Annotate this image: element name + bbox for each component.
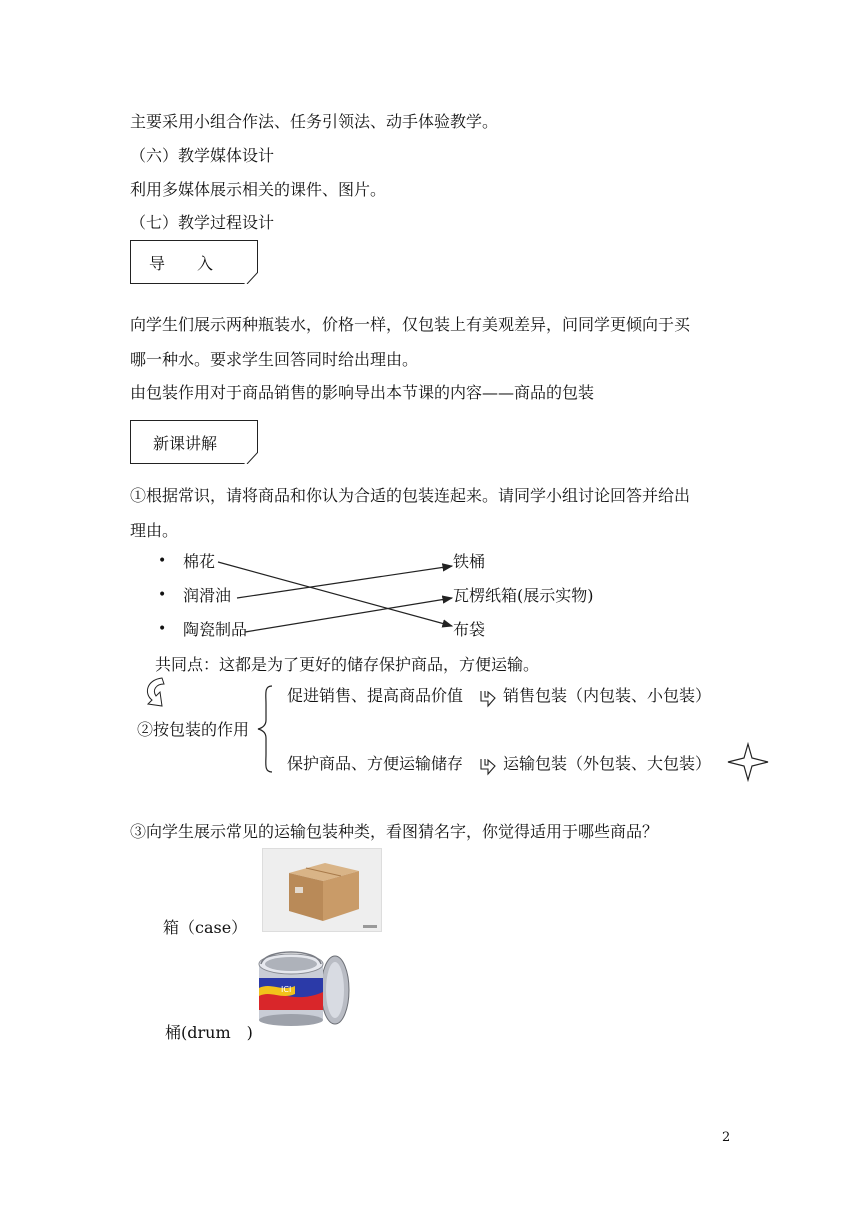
- brace-icon: [256, 684, 276, 774]
- cardboard-box-image: [262, 848, 382, 932]
- arrow-lubricant-to-drum: [237, 566, 452, 598]
- paragraph-topic: 由包装作用对于商品销售的影响导出本节课的内容——商品的包装: [130, 383, 595, 402]
- goods-lubricant: 润滑油: [183, 586, 232, 605]
- pack-cloth-bag: 布袋: [453, 620, 486, 639]
- line-media: 利用多媒体展示相关的课件、图片。: [130, 180, 387, 199]
- branch2-right: 运输包装（外包装、大包装）: [503, 754, 712, 773]
- pack-corrugated-box: 瓦楞纸箱(展示实物): [453, 586, 594, 605]
- bullet: •: [158, 621, 167, 637]
- bullet: •: [158, 553, 167, 569]
- task1-line2: 理由。: [130, 521, 179, 540]
- heading-media-design: （六）教学媒体设计: [130, 146, 275, 165]
- svg-text:ICI: ICI: [281, 985, 292, 994]
- task1-line1: ①根据常识，请将商品和你认为合适的包装连起来。请同学小组讨论回答并给出: [130, 486, 691, 505]
- bullet: •: [158, 587, 167, 603]
- page-number: 2: [722, 1130, 731, 1145]
- hollow-arrow-icon: [478, 689, 498, 709]
- branch1-left: 促进销售、提高商品价值: [287, 686, 464, 705]
- common-point: 共同点：这都是为了更好的储存保护商品，方便运输。: [155, 655, 540, 674]
- lesson-box-label: 新课讲解: [153, 434, 218, 453]
- curved-arrow-icon: [140, 676, 180, 720]
- paragraph-intro-1: 向学生们展示两种瓶装水，价格一样，仅包装上有美观差异，问同学更倾向于买: [130, 315, 691, 334]
- intro-box-label: 导 入: [149, 254, 214, 273]
- goods-ceramics: 陶瓷制品: [183, 620, 248, 639]
- pack-iron-drum: 铁桶: [453, 552, 486, 571]
- four-point-star-icon: [726, 742, 770, 782]
- metal-drum-image: [251, 948, 355, 1030]
- drum-label: 桶(drum ): [165, 1023, 253, 1042]
- branch2-left: 保护商品、方便运输储存: [287, 754, 464, 773]
- paragraph-intro-2: 哪一种水。要求学生回答同时给出理由。: [130, 350, 419, 369]
- arrow-ceramics-to-box: [245, 598, 452, 632]
- task3-line: ③向学生展示常见的运输包装种类，看图猜名字，你觉得适用于哪些商品？: [130, 822, 659, 841]
- task2-label: ②按包装的作用: [137, 720, 250, 739]
- branch1-right: 销售包装（内包装、小包装）: [503, 686, 712, 705]
- case-label: 箱（case）: [163, 918, 248, 937]
- line-methods: 主要采用小组合作法、任务引领法、动手体验教学。: [130, 112, 499, 131]
- heading-process-design: （七）教学过程设计: [130, 213, 275, 232]
- goods-cotton: 棉花: [183, 552, 216, 571]
- hollow-arrow-icon: [478, 757, 498, 777]
